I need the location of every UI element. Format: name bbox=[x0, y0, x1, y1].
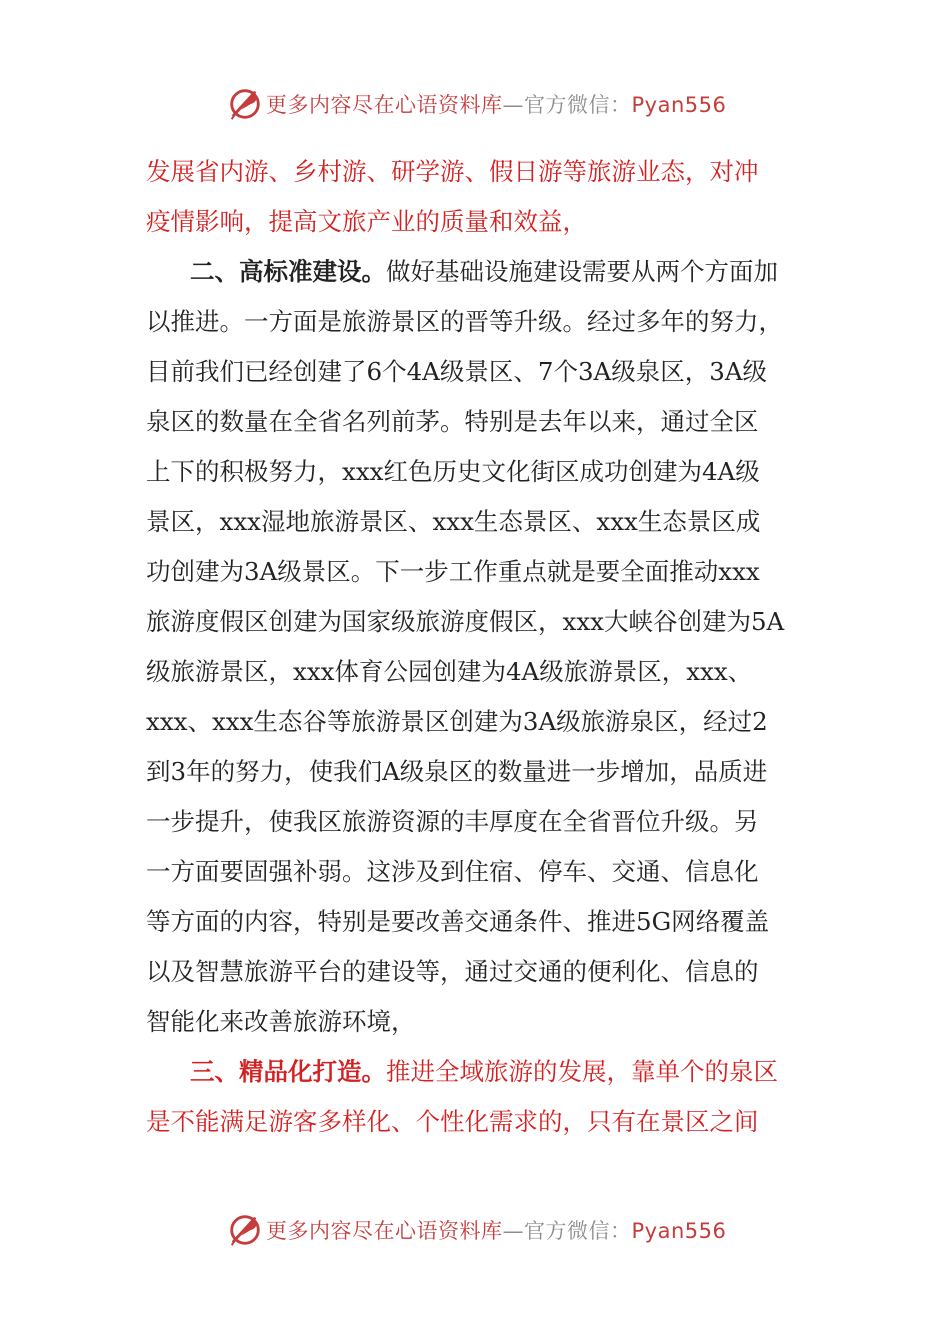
paragraph-line: 一步提升，使我区旅游资源的丰厚度在全省晋位升级。另 bbox=[146, 807, 759, 836]
paragraph-line: 上下的积极努力，xxx红色历史文化街区成功创建为4A级 bbox=[146, 457, 760, 486]
paragraph-line: 疫情影响，提高文旅产业的质量和效益， bbox=[146, 207, 587, 236]
banner-text bbox=[266, 1215, 726, 1245]
banner-official-label: 官方微信： bbox=[524, 1219, 632, 1243]
paragraph-line: 目前我们已经创建了6个4A级景区、7个3A级泉区，3A级 bbox=[146, 357, 768, 386]
paragraph-line: 发展省内游、乡村游、研学游、假日游等旅游业态，对冲 bbox=[146, 157, 759, 186]
banner-main-text: 更多内容尽在心语资料库 bbox=[266, 93, 503, 117]
paragraph-first-line bbox=[146, 247, 810, 297]
paragraph-line: 泉区的数量在全省名列前茅。特别是去年以来，通过全区 bbox=[146, 407, 759, 436]
paragraph-2 bbox=[146, 247, 810, 1047]
banner-wechat-id: Pyan556 bbox=[631, 93, 727, 117]
quill-logo-icon bbox=[226, 1211, 264, 1249]
footer-banner bbox=[226, 1210, 726, 1250]
paragraph-line: 到3年的努力，使我们A级泉区的数量进一步增加，品质进 bbox=[146, 757, 768, 786]
quill-logo-icon bbox=[226, 85, 264, 123]
paragraph-line: 一方面要固强补弱。这涉及到住宿、停车、交通、信息化 bbox=[146, 857, 759, 886]
paragraph-line: 以推进。一方面是旅游景区的晋等升级。经过多年的努力， bbox=[146, 307, 783, 336]
banner-text bbox=[266, 89, 726, 119]
paragraph-text: 做好基础设施建设需要从两个方面加 bbox=[386, 257, 778, 286]
paragraph-1 bbox=[146, 147, 810, 247]
paragraph-line: 等方面的内容，特别是要改善交通条件、推进5G网络覆盖 bbox=[146, 907, 770, 936]
paragraph-text: 推进全域旅游的发展，靠单个的泉区 bbox=[386, 1057, 778, 1086]
paragraph-line: 智能化来改善旅游环境， bbox=[146, 1007, 416, 1036]
banner-main-text: 更多内容尽在心语资料库 bbox=[266, 1219, 503, 1243]
paragraph-line: 是不能满足游客多样化、个性化需求的，只有在景区之间 bbox=[146, 1107, 759, 1136]
banner-dash: — bbox=[502, 1219, 524, 1243]
paragraph-line: 景区，xxx湿地旅游景区、xxx生态景区、xxx生态景区成 bbox=[146, 507, 761, 536]
banner-official-label: 官方微信： bbox=[524, 93, 632, 117]
paragraph-3 bbox=[146, 1047, 810, 1147]
paragraph-line: xxx、xxx生态谷等旅游景区创建为3A级旅游泉区，经过2 bbox=[146, 707, 768, 736]
header-banner bbox=[226, 84, 726, 124]
section-heading-2: 二、高标准建设。 bbox=[190, 257, 386, 286]
paragraph-line: 功创建为3A级景区。下一步工作重点就是要全面推动xxx bbox=[146, 557, 760, 586]
paragraph-line: 级旅游景区，xxx体育公园创建为4A级旅游景区，xxx、 bbox=[146, 657, 753, 686]
paragraph-line: 旅游度假区创建为国家级旅游度假区，xxx大峡谷创建为5A bbox=[146, 607, 785, 636]
paragraph-first-line bbox=[146, 1047, 810, 1097]
section-heading-3: 三、精品化打造。 bbox=[190, 1057, 386, 1086]
document-body bbox=[146, 147, 810, 1147]
banner-wechat-id: Pyan556 bbox=[631, 1219, 727, 1243]
paragraph-line: 以及智慧旅游平台的建设等，通过交通的便利化、信息的 bbox=[146, 957, 759, 986]
banner-dash: — bbox=[502, 93, 524, 117]
